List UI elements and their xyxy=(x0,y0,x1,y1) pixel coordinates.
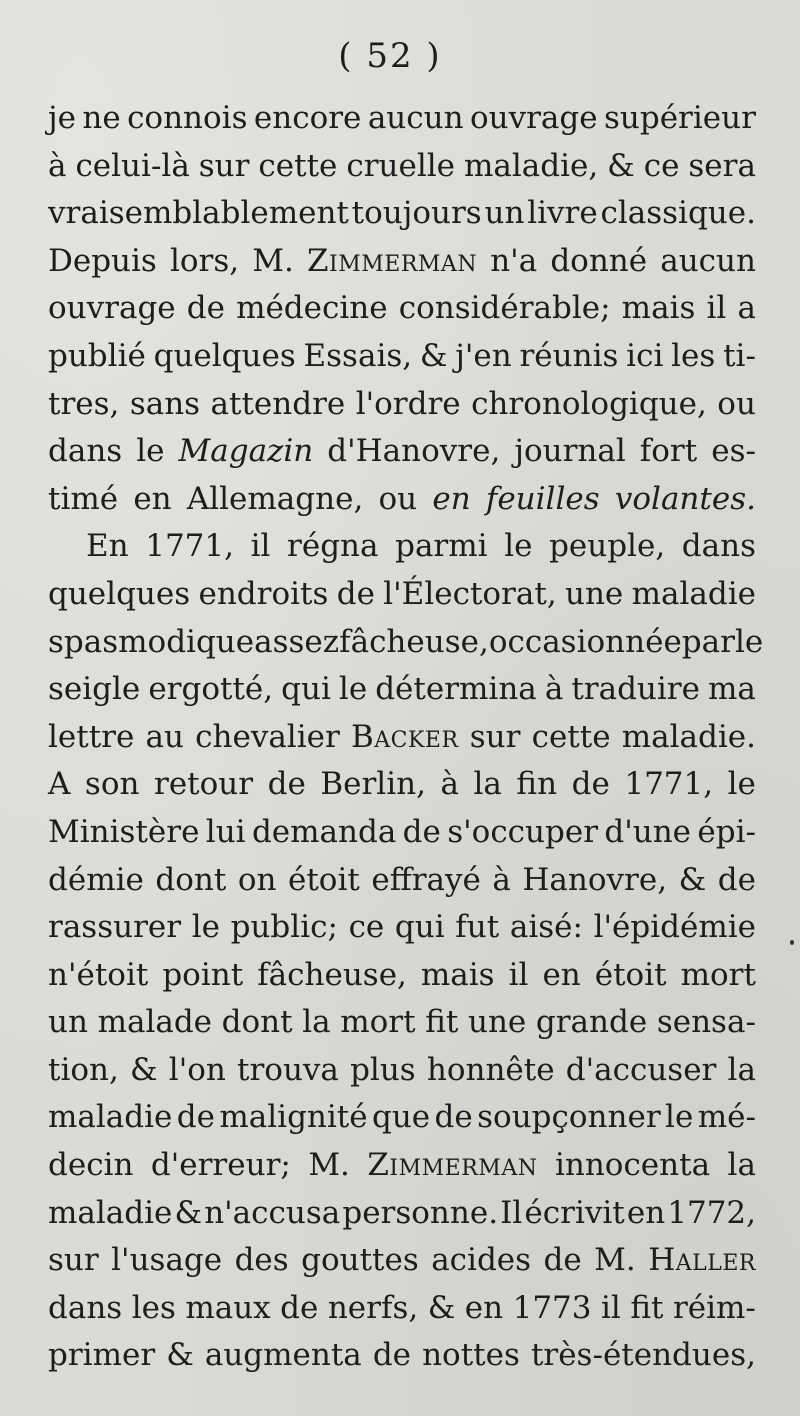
text-line xyxy=(48,476,756,524)
word: sensa- xyxy=(656,1004,756,1041)
word: sur xyxy=(198,147,250,184)
word: public; xyxy=(230,909,338,946)
word: 1772, xyxy=(667,1194,756,1231)
word: médecine xyxy=(236,290,388,327)
word: à xyxy=(440,766,459,803)
word: à xyxy=(544,671,564,708)
text-line xyxy=(48,952,756,1000)
word: sur xyxy=(48,1242,99,1279)
page-number: ( 52 ) xyxy=(338,36,442,76)
word: par xyxy=(681,623,735,660)
word: fort xyxy=(639,433,698,470)
word: mort xyxy=(340,1004,416,1041)
word: écrivit xyxy=(524,1194,625,1231)
word: il xyxy=(508,956,529,993)
word: réim- xyxy=(672,1289,756,1326)
text-line xyxy=(48,857,756,905)
word: Haller xyxy=(648,1242,756,1279)
word: d'Hanovre, xyxy=(327,433,501,470)
word: quelques xyxy=(153,337,296,374)
word: la xyxy=(727,1147,756,1184)
word: des xyxy=(234,1242,289,1279)
word: Il xyxy=(500,1194,523,1231)
text-line xyxy=(48,999,756,1047)
word: fâcheuse, xyxy=(339,623,489,660)
word: timé xyxy=(48,480,119,517)
text-line xyxy=(48,1142,756,1190)
word: de xyxy=(402,813,441,850)
word: le xyxy=(136,433,165,470)
word: Backer xyxy=(350,718,459,755)
word: & xyxy=(427,1289,456,1326)
word: traduire xyxy=(571,671,700,708)
word: de xyxy=(434,1099,473,1136)
word: Magazin xyxy=(178,433,314,470)
word: fin xyxy=(516,766,558,803)
word: soupçonner xyxy=(477,1099,661,1136)
word: occasionnée xyxy=(488,623,682,660)
text-line xyxy=(48,428,756,476)
word: lors, xyxy=(169,242,240,279)
word: en xyxy=(542,956,581,993)
word: le xyxy=(338,671,368,708)
word: de xyxy=(717,861,756,898)
word: le xyxy=(191,909,220,946)
text-line xyxy=(48,143,756,191)
word: dans xyxy=(48,433,123,470)
word: nottes xyxy=(422,1337,520,1374)
word: fâcheuse, xyxy=(257,956,407,993)
word: augmenta xyxy=(204,1337,362,1374)
word: ouvrage xyxy=(48,290,176,327)
word: qui xyxy=(394,909,445,946)
word: d'une xyxy=(604,813,692,850)
word: s'occuper xyxy=(447,813,599,850)
word: ma xyxy=(708,671,756,708)
word: plus xyxy=(350,1051,416,1088)
word: mort xyxy=(680,956,756,993)
word: en xyxy=(133,480,172,517)
word: de xyxy=(280,1289,319,1326)
word: maladie xyxy=(631,575,756,612)
word: qui xyxy=(281,671,331,708)
word: lui xyxy=(205,813,246,850)
word: acides xyxy=(431,1242,532,1279)
text-line xyxy=(48,381,756,429)
word: ou xyxy=(378,480,418,517)
word: demanda xyxy=(251,813,397,850)
word: mais xyxy=(621,290,696,327)
word: & xyxy=(166,1337,194,1374)
word: d'erreur; xyxy=(150,1147,291,1184)
word: mé- xyxy=(697,1099,756,1136)
word: honnête xyxy=(426,1051,555,1088)
word: connois xyxy=(127,100,248,136)
word: encore xyxy=(253,100,362,136)
word: publié xyxy=(48,337,146,374)
word: d'accuser xyxy=(565,1051,717,1088)
word: mais xyxy=(420,956,495,993)
word: chronologique, xyxy=(471,385,707,422)
word: tres, xyxy=(48,385,120,422)
word: n'a xyxy=(490,242,538,279)
word: considérable; xyxy=(398,290,611,327)
word: parmi xyxy=(395,528,488,565)
text-line xyxy=(48,1237,756,1285)
text-line xyxy=(48,619,764,667)
text-line xyxy=(48,1190,756,1238)
word: lettre xyxy=(48,718,135,755)
word: En xyxy=(86,528,129,565)
word: supérieur xyxy=(603,100,756,136)
word: aucun xyxy=(367,100,464,136)
word: & xyxy=(174,1194,203,1231)
word: Hanovre, xyxy=(522,861,668,898)
word: que xyxy=(372,1099,431,1136)
word: aisé: xyxy=(509,909,583,946)
word: sans xyxy=(129,385,201,422)
word: primer xyxy=(48,1337,156,1374)
text-line xyxy=(48,714,756,762)
word: fit xyxy=(425,1004,459,1041)
word: très-étendues, xyxy=(530,1337,756,1374)
text-line xyxy=(48,333,756,381)
word: j'en xyxy=(455,337,512,374)
word: démie xyxy=(48,861,144,898)
word: classique. xyxy=(600,195,756,232)
word: 1771, xyxy=(145,528,234,565)
word: 1771, xyxy=(624,766,714,803)
word: il xyxy=(250,528,271,565)
word: n'étoit xyxy=(48,956,149,993)
word: en xyxy=(464,1289,504,1326)
word: & xyxy=(130,1051,158,1088)
word: la xyxy=(302,1004,331,1041)
word: il xyxy=(706,290,727,327)
text-line xyxy=(48,238,756,286)
word: la xyxy=(727,1051,756,1088)
word: point xyxy=(162,956,244,993)
word: le xyxy=(727,766,756,803)
word: de xyxy=(186,290,225,327)
word: Zimmerman xyxy=(367,1147,538,1184)
word: de xyxy=(543,1242,582,1279)
word: sera xyxy=(688,147,756,184)
word: une xyxy=(565,575,624,612)
word: détermina xyxy=(375,671,537,708)
word: les xyxy=(671,337,716,374)
text-line xyxy=(48,1094,756,1142)
word: ici xyxy=(626,337,664,374)
word: l'épidémie xyxy=(593,909,756,946)
text-line xyxy=(48,1047,756,1095)
word: tion, xyxy=(48,1051,119,1088)
word: chevalier xyxy=(195,718,340,755)
word: Berlin, xyxy=(320,766,426,803)
word: maladie. xyxy=(621,718,756,755)
word: gouttes xyxy=(301,1242,419,1279)
text-line xyxy=(48,285,756,333)
word: assez xyxy=(254,623,340,660)
word: ne xyxy=(82,100,121,136)
word: toujours xyxy=(351,195,482,232)
word: n'accusa xyxy=(204,1194,341,1231)
word: A xyxy=(48,766,71,803)
word: cruelle xyxy=(346,147,456,184)
word: malignité xyxy=(219,1099,368,1136)
word: attendre xyxy=(210,385,346,422)
word: ti- xyxy=(723,337,756,374)
word: en xyxy=(432,480,471,517)
body-text xyxy=(48,95,764,1380)
text-line xyxy=(48,95,756,143)
word: au xyxy=(145,718,184,755)
word: vraisemblablement xyxy=(48,195,349,232)
word: seigle xyxy=(48,671,141,708)
word: ou xyxy=(717,385,756,422)
word: le xyxy=(734,623,764,660)
text-line xyxy=(48,190,756,238)
text-line xyxy=(48,809,756,857)
text-line xyxy=(48,571,756,619)
word: en xyxy=(626,1194,666,1231)
word: sur xyxy=(469,718,521,755)
word: trouva xyxy=(237,1051,339,1088)
word: on xyxy=(237,861,277,898)
word: à xyxy=(48,147,67,184)
word: feuilles xyxy=(485,480,600,517)
word: la xyxy=(473,766,502,803)
text-line xyxy=(48,761,756,809)
word: dans xyxy=(681,528,756,565)
word: 1773 xyxy=(512,1289,592,1326)
word: nerfs, xyxy=(327,1289,419,1326)
word: endroits xyxy=(198,575,329,612)
word: l'usage xyxy=(111,1242,223,1279)
word: Allemagne, xyxy=(186,480,364,517)
word: de xyxy=(571,766,610,803)
word: a xyxy=(737,290,756,327)
word: donné xyxy=(550,242,648,279)
word: grande xyxy=(535,1004,648,1041)
word: cette xyxy=(531,718,611,755)
word: journal xyxy=(514,433,626,470)
word: spasmodique xyxy=(48,623,255,660)
word: maux xyxy=(185,1289,271,1326)
word: à xyxy=(492,861,511,898)
text-line xyxy=(48,1332,756,1380)
word: malade xyxy=(97,1004,213,1041)
paper-speck xyxy=(790,940,794,945)
word: réunis xyxy=(519,337,619,374)
word: maladie xyxy=(48,1194,173,1231)
word: quelques xyxy=(48,575,191,612)
word: Zimmerman xyxy=(307,242,478,279)
word: étoit xyxy=(594,956,667,993)
word: étoit xyxy=(287,861,360,898)
text-line xyxy=(48,666,756,714)
word: & xyxy=(607,147,635,184)
word: fut xyxy=(455,909,500,946)
word: les xyxy=(131,1289,176,1326)
word: une xyxy=(467,1004,527,1041)
word: de xyxy=(336,575,375,612)
word: ce xyxy=(643,147,680,184)
word: ouvrage xyxy=(469,100,598,136)
word: & xyxy=(419,337,448,374)
word: de xyxy=(372,1337,412,1374)
word: rassurer xyxy=(48,909,182,946)
word: M. xyxy=(252,242,294,279)
word: l'ordre xyxy=(355,385,461,422)
word: de xyxy=(176,1099,215,1136)
word: aucun xyxy=(660,242,756,279)
word: maladie xyxy=(48,1099,173,1136)
word: volantes. xyxy=(614,480,756,517)
word: celui-là xyxy=(75,147,190,184)
word: & xyxy=(678,861,707,898)
word: es- xyxy=(711,433,756,470)
word: épi- xyxy=(697,813,756,850)
text-line xyxy=(48,1285,756,1333)
word: decin xyxy=(48,1147,134,1184)
word: livre xyxy=(527,195,598,232)
word: dont xyxy=(155,861,227,898)
word: peuple, xyxy=(549,528,666,565)
text-line xyxy=(48,904,756,952)
word: de xyxy=(267,766,306,803)
word: innocenta xyxy=(554,1147,711,1184)
word: dans xyxy=(48,1289,123,1326)
word: son xyxy=(84,766,140,803)
word: retour xyxy=(154,766,254,803)
word: maladie, xyxy=(463,147,599,184)
word: l'on xyxy=(168,1051,226,1088)
word: ergotté, xyxy=(148,671,274,708)
word: dont xyxy=(221,1004,293,1041)
word: effrayé xyxy=(371,861,481,898)
word: le xyxy=(665,1099,694,1136)
word: ce xyxy=(348,909,385,946)
word: M. xyxy=(308,1147,350,1184)
word: un xyxy=(48,1004,88,1041)
word: l'Électorat, xyxy=(383,575,557,612)
word: je xyxy=(48,100,76,136)
word: cette xyxy=(258,147,338,184)
text-line xyxy=(48,523,756,571)
word: régna xyxy=(287,528,379,565)
word: M. xyxy=(594,1242,636,1279)
word: un xyxy=(484,195,525,232)
word: Essais, xyxy=(303,337,413,374)
word: Ministère xyxy=(48,813,200,850)
word: personne. xyxy=(342,1194,499,1231)
word: il xyxy=(600,1289,621,1326)
word: le xyxy=(504,528,533,565)
word: fit xyxy=(630,1289,664,1326)
word: Depuis xyxy=(48,242,157,279)
